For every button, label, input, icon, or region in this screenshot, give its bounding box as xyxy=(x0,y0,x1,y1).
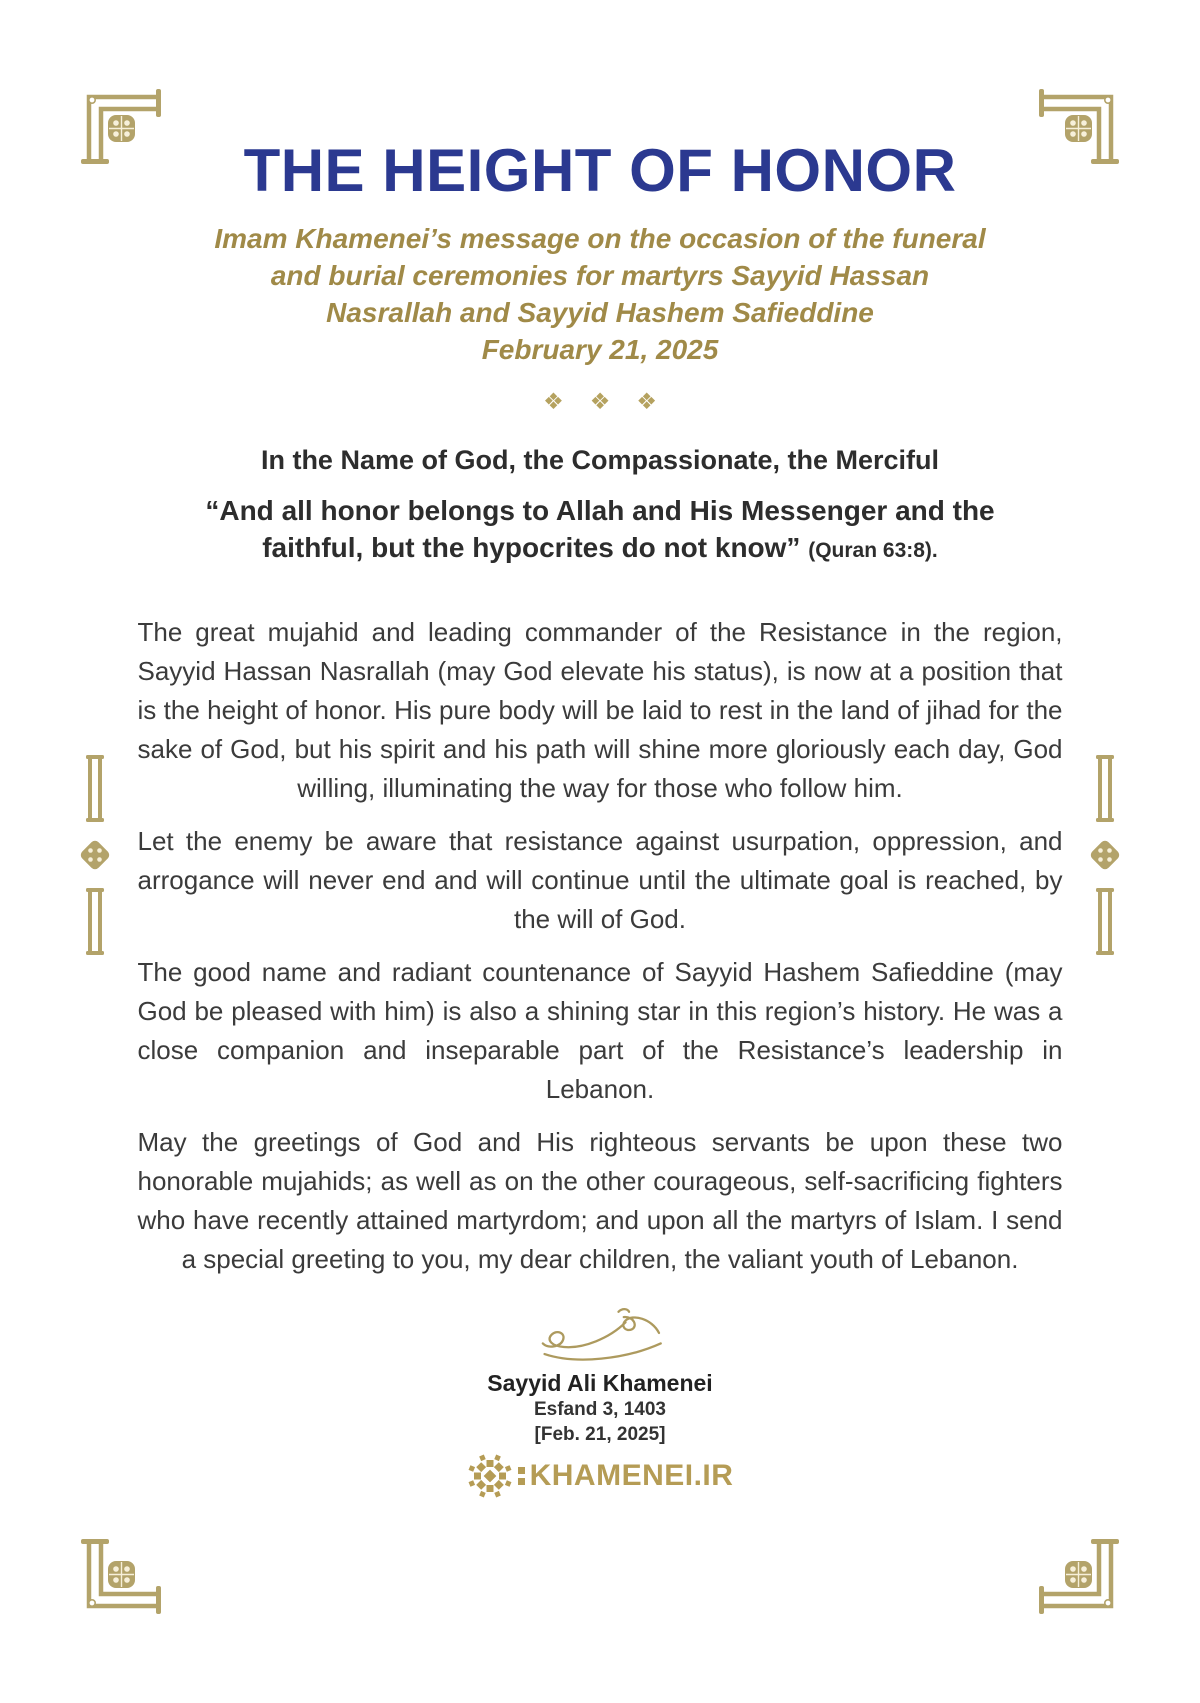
paragraph: The good name and radiant countenance of Sayyid Hashem Safieddine (may God be pleased with him) is also a shining star in this region’s history. He was a close companion and inseparable part of the Resistance’s leadership in Lebanon. xyxy=(137,957,1063,1104)
date-line: February 21, 2025 xyxy=(481,334,719,365)
diamond-ornament-icon: ❖ xyxy=(636,388,657,414)
logo-text: KHAMENEI.IR xyxy=(529,1459,734,1492)
corner-frame-ornament-bottom-left-icon xyxy=(68,1535,168,1625)
signature-date-gregorian: [Feb. 21, 2025] xyxy=(534,1424,666,1445)
page-title: THE HEIGHT OF HONOR xyxy=(243,137,957,204)
khamenei-ir-logo xyxy=(138,1453,1063,1499)
paragraph: The great mujahid and leading commander of the Resistance in the region, Sayyid Hassan Nasrallah (may God elevate his status), is now at a position that is the height of honor. His pure body will be laid to rest in the land of jihad for the sake of God, but his spirit and his path will shine more gloriously each day, God willing, illuminating the way for those who follow him. xyxy=(137,617,1063,803)
paragraph: Let the enemy be aware that resistance against usurpation, oppression, and arrogance will never end and will continue until the ultimate goal is reached, by the will of God. xyxy=(137,826,1063,934)
corner-frame-ornament-top-left-icon xyxy=(68,78,168,168)
signature-block xyxy=(138,1303,1063,1499)
side-column-ornament-left-icon xyxy=(73,750,117,960)
diamond-ornament-icon: ❖ xyxy=(589,388,611,414)
signature-date-persian: Esfand 3, 1403 xyxy=(533,1399,667,1420)
invocation-heading: In the Name of God, the Compassionate, the Merciful xyxy=(260,445,940,475)
logo-colon-icon xyxy=(518,1467,525,1485)
content-column xyxy=(138,0,1063,1499)
sun-emblem-icon xyxy=(467,1453,513,1499)
message-body xyxy=(138,613,1063,1279)
signature-name: Sayyid Ali Khamenei xyxy=(487,1370,713,1396)
diamond-ornament-icon: ❖ xyxy=(543,388,564,414)
signature-calligraphy-icon xyxy=(526,1303,674,1369)
corner-frame-ornament-bottom-right-icon xyxy=(1032,1535,1132,1625)
paragraph: May the greetings of God and His righteous servants be upon these two honorable mujahids; as well as on the other courageous, self-sacrificing fighters who have recently attained martyrdom; and upon all the martyrs of Islam. I send a special greeting to you, my dear children, the valiant youth of Lebanon. xyxy=(137,1127,1063,1274)
quote-text: “And all honor belongs to Allah and His Messenger and the faithful, but the hypocrites do not know” xyxy=(205,495,995,563)
side-column-ornament-right-icon xyxy=(1083,750,1127,960)
subtitle: Imam Khamenei’s message on the occasion of the funeral and burial ceremonies for martyrs Sayyid Hassan Nasrallah and Sayyid Hashem Safieddine xyxy=(214,223,986,328)
quran-quote xyxy=(160,492,1040,569)
corner-frame-ornament-top-right-icon xyxy=(1032,78,1132,168)
quote-reference: (Quran 63:8). xyxy=(808,539,938,562)
diamond-divider xyxy=(138,388,1063,414)
